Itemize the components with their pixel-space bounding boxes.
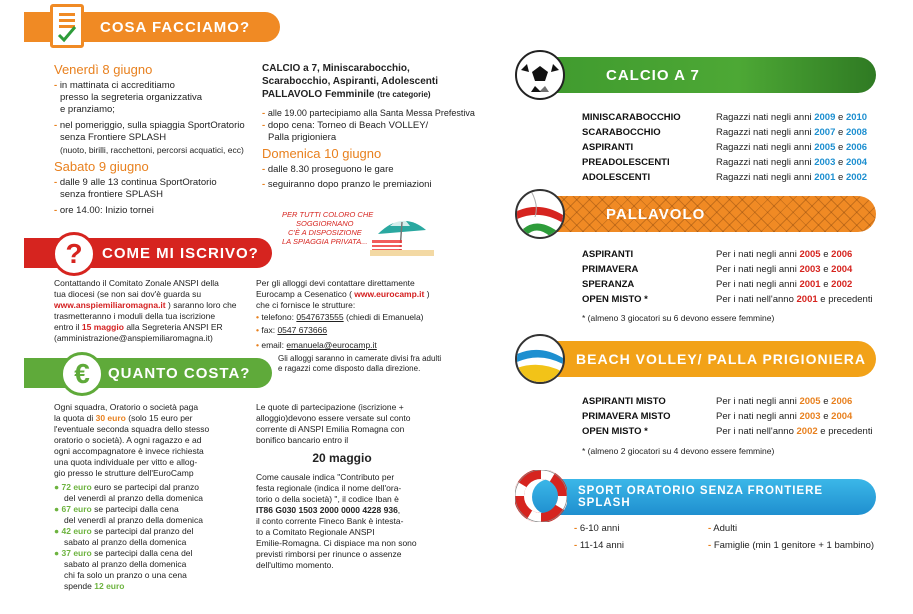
- cost-p2a: la quota di: [54, 413, 94, 423]
- c2: dopo cena: Torneo di Beach VOLLEY/: [267, 120, 429, 131]
- year-to: 2006: [831, 396, 853, 407]
- cost-p4: oratorio o società). A ogni ragazzo e ad: [54, 435, 202, 445]
- birth-years: [716, 172, 867, 184]
- email-link[interactable]: emanuela@eurocamp.it: [286, 340, 377, 350]
- note-2: SOGGIORNANO: [296, 219, 354, 228]
- year-from: 2001: [799, 279, 821, 290]
- table-row: [582, 142, 882, 154]
- year-from: 2005: [814, 142, 836, 153]
- year-from: 2005: [799, 249, 821, 260]
- venerdi-heading: Venerdì 8 giugno: [54, 62, 153, 77]
- isc-l3b: ) saranno loro che: [168, 300, 237, 310]
- table-row: [582, 249, 882, 261]
- cost-q2: alloggio)devono essere versate sul conto: [256, 413, 411, 423]
- year-from: 2001: [814, 172, 836, 183]
- isc-r3: che ci fornisce le strutture:: [256, 300, 356, 310]
- isc-r1: Per gli alloggi devi contattare direttamente: [256, 278, 415, 288]
- isc-r4c: (chiedi di Emanuela): [346, 312, 424, 322]
- isc-r4a: telefono:: [261, 312, 294, 322]
- years-connector: e: [838, 142, 844, 153]
- table-row-open: [582, 426, 882, 438]
- splash-b2: Famiglie (min 1 genitore + 1 bambino): [713, 540, 875, 551]
- lifebuoy-icon: [515, 470, 567, 522]
- calcio-title: CALCIO A 7: [606, 66, 700, 84]
- beach-ball-icon: [515, 334, 565, 384]
- years-label: Per i nati nell'anno: [716, 294, 794, 305]
- sabato-heading: Sabato 9 giugno: [54, 159, 149, 174]
- v1b: presso la segreteria organizzativa: [60, 92, 203, 103]
- calcio-head-1: CALCIO a 7, Miniscarabocchio,: [262, 63, 410, 74]
- birth-years: [716, 396, 852, 408]
- year-from: 2009: [814, 112, 836, 123]
- birth-years: [716, 279, 852, 291]
- cost-q1: Le quote di partecipazione (iscrizione +: [256, 402, 404, 412]
- iscrivo-title: COME MI ISCRIVO?: [102, 244, 259, 262]
- years-connector: e: [823, 264, 829, 275]
- cost-q11: Emilie-Romagna. Ci dispiace ma non sono: [256, 538, 417, 548]
- isc-r8: e ragazzi come disposto dalla direzione.: [278, 364, 421, 373]
- category-name: ASPIRANTI: [582, 249, 634, 260]
- payment-deadline: 20 maggio: [312, 451, 372, 465]
- cosa-facciamo-title: COSA FACCIAMO?: [100, 18, 251, 36]
- year-from: 2003: [814, 157, 836, 168]
- year-from: 2001: [796, 294, 818, 305]
- v1: in mattinata ci accreditiamo: [59, 80, 175, 91]
- isc-r6a: email:: [261, 340, 285, 350]
- birth-years: [716, 249, 852, 261]
- years-label: Per i nati negli anni: [716, 279, 797, 290]
- c2b: Palla prigioniera: [268, 132, 337, 143]
- year-to: 2002: [831, 279, 853, 290]
- year-from: 2003: [799, 411, 821, 422]
- beach-umbrella-icon: [370, 210, 434, 256]
- euro-icon: €: [60, 352, 104, 396]
- v2c: (nuoto, birilli, racchettoni, percorsi acquatici, ecc): [60, 145, 244, 155]
- birth-years: [716, 127, 867, 139]
- isc-l1: Contattando il Comitato Zonale ANSPI della: [54, 278, 219, 288]
- cost-q6: festa regionale (indica il nome dell'ora-: [256, 483, 402, 493]
- birth-years: [716, 264, 852, 276]
- year-to: 2006: [845, 142, 868, 153]
- category-name: PRIMAVERA MISTO: [582, 411, 671, 422]
- cost-i3c: sabato al pranzo della domenica: [64, 537, 187, 547]
- isc-l5c: alla Segreteria ANSPI ER: [126, 322, 223, 332]
- splash-a1: 6-10 anni: [579, 523, 620, 534]
- question-icon: ?: [52, 232, 96, 276]
- eurocamp-link[interactable]: www.eurocamp.it: [354, 289, 425, 299]
- table-row: [582, 157, 882, 169]
- year-to: 2008: [845, 127, 868, 138]
- years-connector: e: [838, 172, 844, 183]
- isc-l6: (amministrazione@anspiemiliaromagna.it): [54, 333, 213, 343]
- table-row: [582, 127, 882, 139]
- cost-i4c: sabato al pranzo della domenica: [64, 559, 187, 569]
- cost-q13: dell'ultimo momento.: [256, 560, 334, 570]
- calcio-head-3b: (tre categorie): [377, 90, 431, 99]
- isc-link-anspi[interactable]: www.anspiemiliaromagna.it: [54, 300, 166, 310]
- beach-title: BEACH VOLLEY/ PALLA PRIGIONIERA: [576, 351, 867, 367]
- cost-p7: gio presso le strutture dell'EuroCamp: [54, 468, 194, 478]
- calcio-head-3: PALLAVOLO Femminile: [262, 89, 375, 100]
- cost-q10: to a Comitato Regionale ANSPI: [256, 527, 375, 537]
- table-row: [582, 279, 882, 291]
- cost-q9: il conto corrente Fineco Bank è intesta-: [256, 516, 404, 526]
- years-connector: e: [838, 157, 844, 168]
- s1b: senza frontiere SPLASH: [60, 189, 163, 200]
- category-name: OPEN MISTO *: [582, 294, 648, 305]
- birth-years: [716, 157, 867, 169]
- splash-a2: 11-14 anni: [579, 540, 625, 551]
- cost-i4b: se partecipi dalla cena del: [94, 548, 193, 558]
- pallavolo-title: PALLAVOLO: [606, 205, 706, 223]
- category-name: SCARABOCCHIO: [582, 127, 661, 138]
- category-name: ASPIRANTI: [582, 142, 634, 153]
- cost-q5: Come causale indica "Contributo per: [256, 472, 395, 482]
- cost-p2c: (solo 15 euro per: [128, 413, 193, 423]
- cost-i1c: del venerdì al pranzo della domenica: [64, 493, 203, 503]
- year-to: 2010: [845, 112, 868, 123]
- table-row: [582, 411, 882, 423]
- year-from: 2003: [799, 264, 821, 275]
- cost-p1: Ogni squadra, Oratorio o società paga: [54, 402, 199, 412]
- category-name: SPERANZA: [582, 279, 635, 290]
- cost-q12: previsti rimborsi per rinunce o assenze: [256, 549, 402, 559]
- cost-i2c: del venerdì al pranzo della domenica: [64, 515, 203, 525]
- price-37: 37 euro: [61, 548, 92, 558]
- calcio-head-2: Scarabocchio, Aspiranti, Adolescenti: [262, 76, 438, 87]
- year-from: 2005: [799, 396, 821, 407]
- table-row: [582, 172, 882, 184]
- years-connector: e: [838, 127, 844, 138]
- fax-link[interactable]: 0547 673666: [277, 325, 328, 335]
- cost-q4: bonifico bancario entro il: [256, 435, 349, 445]
- table-row: [582, 112, 882, 124]
- table-row-open: [582, 294, 882, 306]
- category-name: PREADOLESCENTI: [582, 157, 670, 168]
- birth-years: [716, 142, 867, 154]
- years-connector: e: [823, 396, 829, 407]
- v2: nel pomeriggio, sulla spiaggia SportOratorio: [59, 120, 245, 131]
- price-42: 42 euro: [61, 526, 92, 536]
- iban: IT86 G030 1503 2000 0000 4228 936: [256, 505, 398, 515]
- cost-p5: ogni accompagnatore è invece richiesta: [54, 446, 204, 456]
- beach-bar: [532, 341, 876, 377]
- years-suffix: e precedenti: [820, 294, 873, 305]
- cost-p6: una quota individuale per vitto e allog-: [54, 457, 198, 467]
- calcio-bar: [532, 57, 876, 93]
- costa-title: QUANTO COSTA?: [108, 364, 251, 382]
- v1c: e pranziamo;: [60, 104, 115, 115]
- phone-link[interactable]: 0547673555: [296, 312, 344, 322]
- years-connector: e: [823, 279, 829, 290]
- category-name: OPEN MISTO *: [582, 426, 648, 437]
- years-label: Per i nati negli anni: [716, 249, 797, 260]
- years-label: Ragazzi nati negli anni: [716, 157, 812, 168]
- years-label: Ragazzi nati negli anni: [716, 112, 812, 123]
- isc-deadline: 15 maggio: [81, 322, 124, 332]
- cost-q8b: ,: [397, 505, 401, 515]
- isc-l2: tua diocesi (se non sai dov'è guarda su: [54, 289, 202, 299]
- price-12: 12 euro: [94, 581, 125, 591]
- s1: dalle 9 alle 13 continua SportOratorio: [59, 177, 217, 188]
- table-row: [582, 396, 882, 408]
- year-to: 2006: [831, 249, 853, 260]
- year-to: 2004: [845, 157, 868, 168]
- note-1: PER TUTTI COLORO CHE: [282, 210, 374, 219]
- footnote: * (almeno 2 giocatori su 4 devono essere femmine): [582, 446, 775, 456]
- cost-i1b: euro se partecipi dal pranzo: [94, 482, 200, 492]
- isc-r2a: Eurocamp a Cesenatico (: [256, 289, 352, 299]
- cost-q7: torio o della società) ", il codice Iban è: [256, 494, 399, 504]
- v2b: senza Frontiere SPLASH: [60, 132, 167, 143]
- category-name: ADOLESCENTI: [582, 172, 651, 183]
- year-from: 2007: [814, 127, 836, 138]
- splash-bar: [532, 479, 876, 515]
- years-label: Ragazzi nati negli anni: [716, 127, 812, 138]
- birth-years: [716, 411, 852, 423]
- note-4: LA SPIAGGIA PRIVATA...: [282, 237, 368, 246]
- price-72: 72 euro: [61, 482, 92, 492]
- footnote: * (almeno 3 giocatori su 6 devono essere femmine): [582, 313, 775, 323]
- year-from: 2002: [796, 426, 818, 437]
- years-label: Ragazzi nati negli anni: [716, 172, 812, 183]
- cost-i5a: chi fa solo un pranzo o una cena: [64, 570, 187, 580]
- note-3: C'È A DISPOSIZIONE: [288, 228, 362, 237]
- domenica-heading: Domenica 10 giugno: [262, 146, 382, 161]
- cost-i3b: se partecipi dal pranzo del: [94, 526, 194, 536]
- splash-b1: Adulti: [713, 523, 738, 534]
- birth-years: [716, 426, 873, 438]
- birth-years: [716, 112, 867, 124]
- isc-l5a: entro il: [54, 322, 80, 332]
- cost-q3: corrente di ANSPI Emilia Romagna con: [256, 424, 405, 434]
- c1: alle 19.00 partecipiamo alla Santa Messa Prefestiva: [267, 108, 475, 118]
- category-name: ASPIRANTI MISTO: [582, 396, 666, 407]
- cost-i2b: se partecipi dalla cena: [94, 504, 179, 514]
- year-to: 2002: [845, 172, 868, 183]
- d1: dalle 8.30 proseguono le gare: [267, 164, 394, 175]
- birth-years: [716, 294, 873, 306]
- years-label: Per i nati nell'anno: [716, 426, 794, 437]
- isc-r2c: ): [426, 289, 430, 299]
- cost-p3: l'eventuale seconda squadra dello stesso: [54, 424, 210, 434]
- years-suffix: e precedenti: [820, 426, 873, 437]
- price-67: 67 euro: [61, 504, 92, 514]
- table-row: [582, 264, 882, 276]
- team-fee: 30 euro: [95, 413, 126, 423]
- soccer-ball-icon: [515, 50, 565, 100]
- years-label: Per i nati negli anni: [716, 411, 797, 422]
- d2: seguiranno dopo pranzo le premiazioni: [267, 179, 432, 190]
- splash-title: SPORT ORATORIO SENZA FRONTIERE SPLASH: [578, 485, 824, 509]
- volleyball-icon: [515, 189, 565, 239]
- years-label: Per i nati negli anni: [716, 264, 797, 275]
- category-name: PRIMAVERA: [582, 264, 639, 275]
- pallavolo-bar: [532, 196, 876, 232]
- isc-r7: Gli alloggi saranno in camerate divisi fra adulti: [278, 354, 442, 363]
- s2: ore 14.00: Inizio tornei: [59, 205, 154, 216]
- isc-l4: trasmetteranno i moduli della tua iscrizione: [54, 311, 216, 321]
- year-to: 2004: [831, 264, 853, 275]
- years-connector: e: [823, 411, 829, 422]
- years-connector: e: [838, 112, 844, 123]
- year-to: 2004: [831, 411, 853, 422]
- years-connector: e: [823, 249, 829, 260]
- years-label: Per i nati negli anni: [716, 396, 797, 407]
- isc-r5a: fax:: [261, 325, 276, 335]
- cost-i5b: spende: [64, 581, 92, 591]
- category-name: MINISCARABOCCHIO: [582, 112, 681, 123]
- years-label: Ragazzi nati negli anni: [716, 142, 812, 153]
- checklist-icon: [50, 4, 84, 48]
